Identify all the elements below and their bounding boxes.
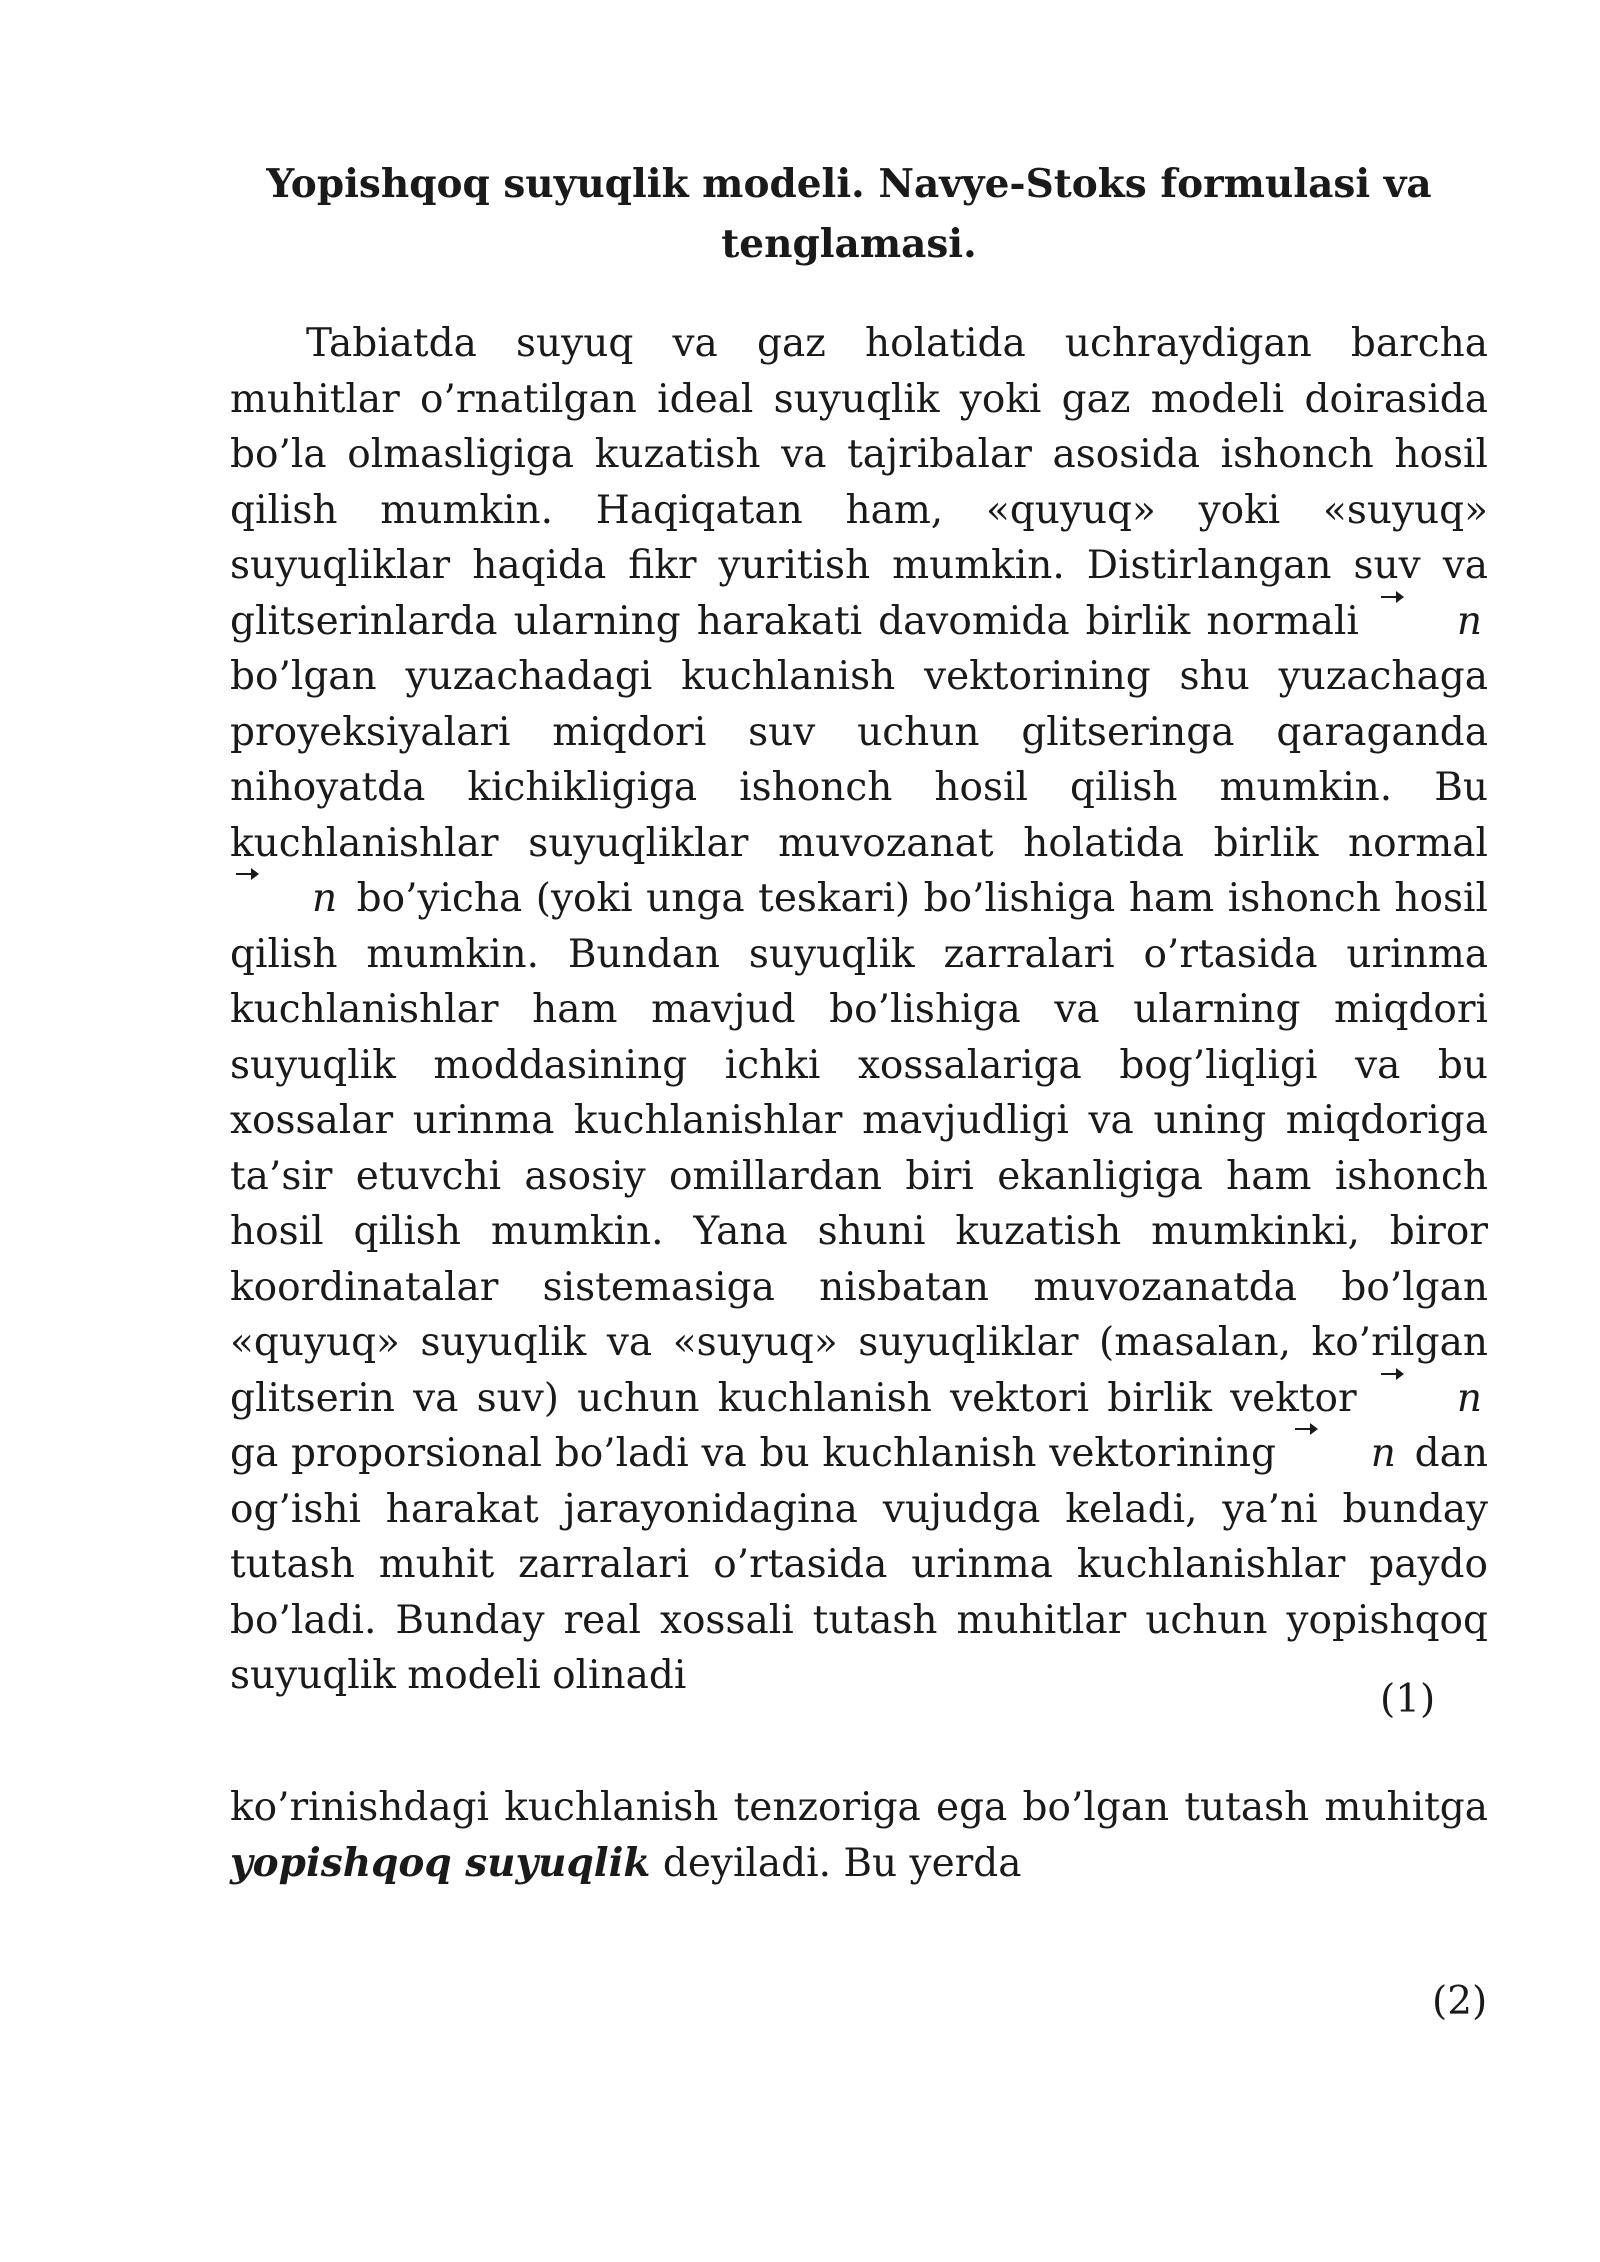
normal-vector-symbol: n bbox=[1375, 594, 1488, 650]
paragraph-1-part-2: bo’lgan yuzachadagi kuchlanish vektorining shu yuzachaga proyeksiyalari miqdori suv uchun glitseringa qaraganda nihoyatda kichikligiga ishonch hosil qilish mumkin. Bu kuchlanishlar suyuqliklar muvozanat holatida birlik normal bbox=[230, 654, 1488, 866]
equation-2-formula-area bbox=[230, 1970, 1380, 2030]
paragraph-2-part-1: ko’rinishdagi kuchlanish tenzoriga ega bo’lgan tutash muhitga bbox=[230, 1785, 1488, 1830]
equation-1-formula-area bbox=[230, 1670, 1330, 1730]
normal-vector-symbol: n bbox=[1289, 1426, 1402, 1482]
paragraph-1-part-1: Tabiatda suyuq va gaz holatida uchraydigan barcha muhitlar o’rnatilgan ideal suyuqlik yoki gaz modeli doirasida bo’la olmasligiga kuzatish va tajribalar asosida ishonch hosil qilish mumkin. Haqiqatan ham, «quyuq» yoki «suyuq» suyuqliklar haqida fikr yuritish mumkin. Distirlangan suv va glitserinlarda ularning harakati davomida birlik normali bbox=[230, 321, 1488, 644]
equation-1-number: (1) bbox=[1380, 1677, 1436, 1722]
paragraph-1-part-3: bo’yicha (yoki unga teskari) bo’lishiga ham ishonch hosil qilish mumkin. Bundan suyuqlik zarralari o’rtasida urinma kuchlanishlar ham mavjud bo’lishiga va ularning miqdori suyuqlik moddasining ichki xossalariga bog’liqligi va bu xossalar urinma kuchlanishlar mavjudligi va uning miqdoriga ta’sir etuvchi asosiy omillardan biri ekanligiga ham ishonch hosil qilish mumkin. Yana shuni kuzatish mumkinki, biror koordinatalar sistemasiga nisbatan muvozanatda bo’lgan «quyuq» suyuqlik va «suyuq» suyuqliklar (masalan, ko’rilgan glitserin va suv) uchun kuchlanish vektori birlik vektor bbox=[230, 876, 1488, 1421]
defined-term: yopishqoq suyuqlik bbox=[230, 1839, 651, 1886]
normal-vector-symbol: n bbox=[230, 871, 343, 927]
normal-vector-symbol: n bbox=[1375, 1371, 1488, 1427]
paragraph-1 bbox=[230, 316, 1488, 1704]
paragraph-2 bbox=[230, 1780, 1488, 1891]
paragraph-1-part-5: dan og’ishi harakat jarayonidagina vujudga keladi, ya’ni bunday tutash muhit zarralari o’rtasida urinma kuchlanishlar paydo bo’ladi. Bunday real xossali tutash muhitlar uchun yopishqoq suyuqlik modeli olinadi bbox=[230, 1431, 1488, 1698]
equation-2-number: (2) bbox=[1432, 1979, 1488, 2024]
paragraph-1-part-4: ga proporsional bo’ladi va bu kuchlanish vektorining bbox=[230, 1431, 1276, 1476]
paragraph-2-part-2: deyiladi. Bu yerda bbox=[662, 1840, 1022, 1886]
document-title: Yopishqoq suyuqlik modeli. Navye-Stoks formulasi va tenglamasi. bbox=[266, 161, 1432, 267]
